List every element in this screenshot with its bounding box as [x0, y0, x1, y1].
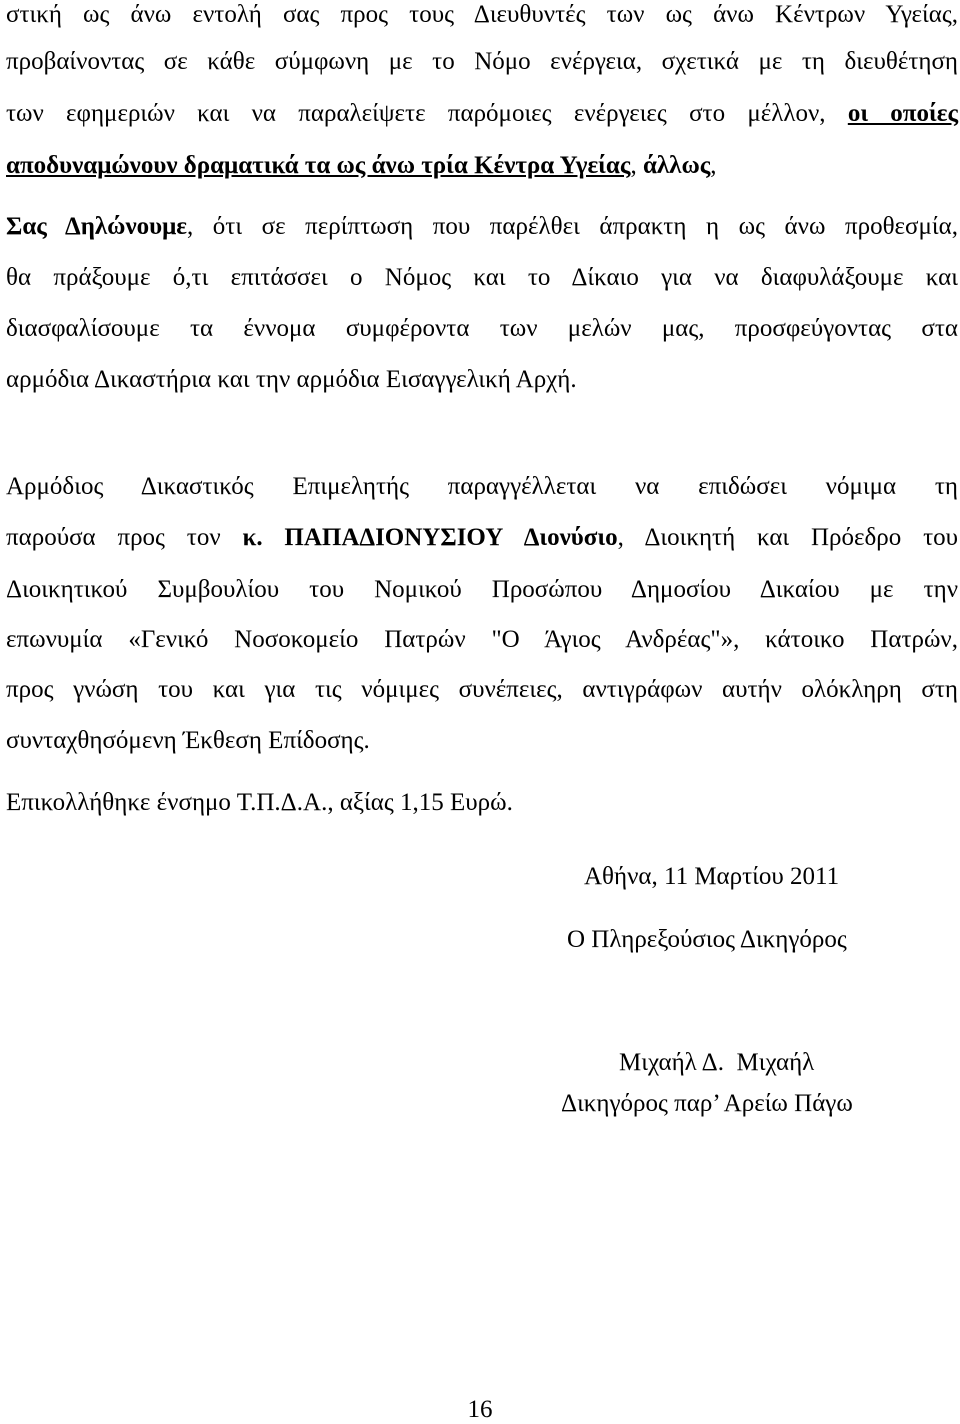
place-date: Αθήνα, 11 Μαρτίου 2011: [584, 863, 840, 890]
text-line: επωνυμία «Γενικό Νοσοκομείο Πατρών "Ο Άγιος Ανδρέας"», κάτοικο Πατρών,: [6, 626, 958, 653]
text-run: , Διοικητή και Πρόεδρο του: [617, 524, 958, 551]
page-number: 16: [467, 1396, 493, 1423]
emphasis-text: άλλως: [642, 152, 711, 179]
text-line: Αρμόδιος Δικαστικός Επιμελητής παραγγέλλεται να επιδώσει νόμιμα τη: [6, 473, 958, 500]
text-line: [6, 523, 958, 553]
emphasis-text: Σας Δηλώνουμε: [6, 213, 187, 240]
signatory-title: Ο Πληρεξούσιος Δικηγόρος: [567, 926, 847, 953]
text-line: προς γνώση του και για τις νόμιμες συνέπειες, αντιγράφων αυτήν ολόκληρη στη: [6, 676, 958, 703]
text-line: [6, 99, 958, 129]
text-run: ,: [630, 152, 637, 179]
recipient-name: κ. ΠΑΠΑΔΙΟΝΥΣΙΟΥ Διονύσιο: [242, 524, 618, 551]
text-line: [6, 151, 958, 181]
signatory-name: Μιχαήλ Δ. Μιχαήλ: [619, 1049, 815, 1076]
text-run: ,: [710, 152, 717, 179]
text-line: συνταχθησόμενη Έκθεση Επίδοσης.: [6, 727, 370, 754]
text-line: Διοικητικού Συμβουλίου του Νομικού Προσώπου Δημοσίου Δικαίου με την: [6, 576, 958, 603]
text-line: θα πράξουμε ό,τι επιτάσσει ο Νόμος και το Δίκαιο για να διαφυλάξουμε και: [6, 264, 958, 291]
signatory-role: Δικηγόρος παρ’ Αρείω Πάγω: [561, 1090, 853, 1117]
text-line: [6, 212, 958, 242]
emphasis-text: οι οποίες: [847, 100, 958, 127]
emphasis-text: αποδυναμώνουν δραματικά τα ως άνω τρία Κέντρα Υγείας: [6, 152, 631, 179]
text-line: διασφαλίσουμε τα έννομα συμφέροντα των μελών μας, προσφεύγοντας στα: [6, 315, 958, 342]
stamp-note: Επικολλήθηκε ένσημο Τ.Π.Δ.Α., αξίας 1,15 Ευρώ.: [6, 789, 513, 816]
text-run: των εφημεριών και να παραλείψετε παρόμοιες ενέργειες στο μέλλον,: [6, 100, 826, 127]
text-line: στική ως άνω εντολή σας προς τους Διευθυντές των ως άνω Κέντρων Υγείας,: [6, 1, 958, 28]
text-line: αρμόδια Δικαστήρια και την αρμόδια Εισαγγελική Αρχή.: [6, 366, 577, 393]
text-line: προβαίνοντας σε κάθε σύμφωνη με το Νόμο ενέργεια, σχετικά με τη διευθέτηση: [6, 48, 958, 75]
text-run: , ότι σε περίπτωση που παρέλθει άπρακτη η ως άνω προθεσμία,: [186, 213, 958, 240]
text-run: παρούσα προς τον: [6, 524, 221, 551]
